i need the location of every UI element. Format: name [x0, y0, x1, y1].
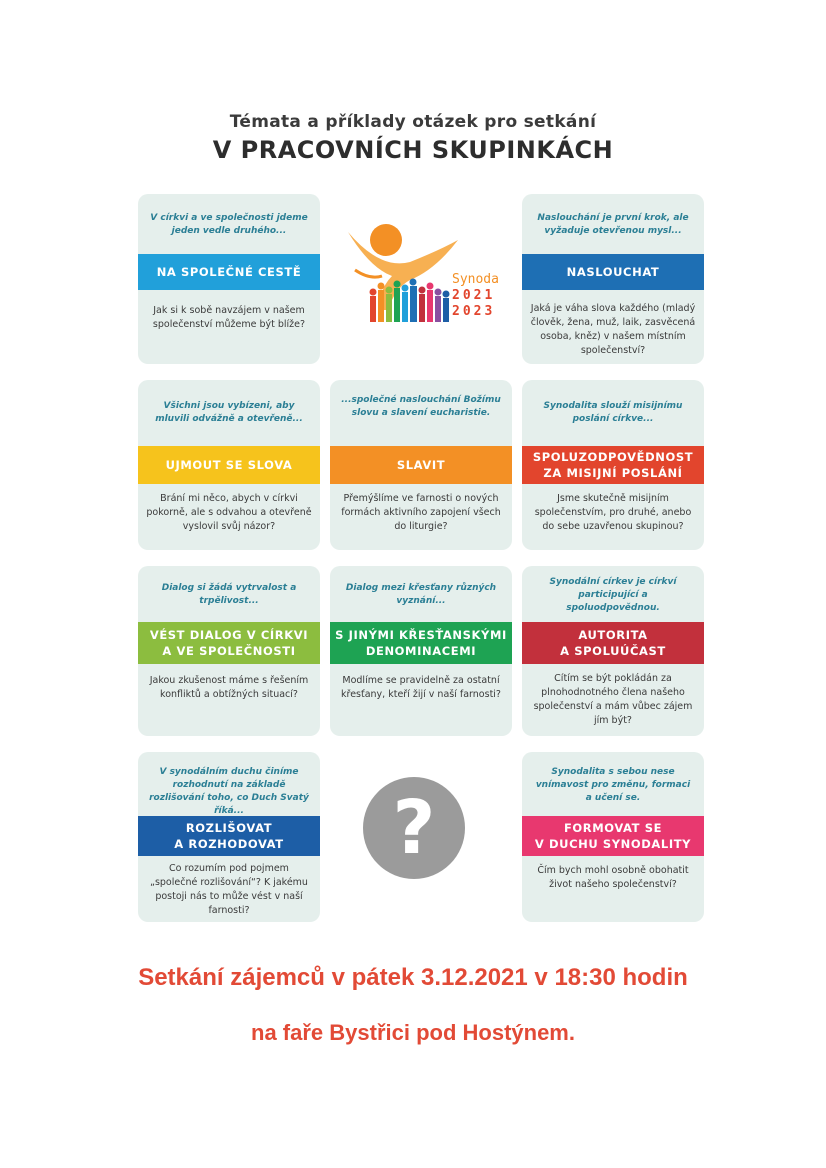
card-label: FORMOVAT SE V DUCHU SYNODALITY [522, 816, 704, 856]
card-ujmout-se-slova [138, 380, 320, 550]
card-slavit [330, 380, 512, 550]
card-intro: Naslouchání je první krok, ale vyžaduje otevřenou mysl... [537, 213, 689, 236]
card-label: SPOLUZODPOVĚDNOST ZA MISIJNÍ POSLÁNÍ [522, 446, 704, 484]
card-question: Brání mi něco, abych v církvi pokorně, ale s odvahou a otevřeně vyslovil svůj názor? [146, 493, 312, 532]
card-intro: Synodalita s sebou nese vnímavost pro změnu, formaci a učení se. [535, 767, 691, 803]
card-label: VÉST DIALOG V CÍRKVI A VE SPOLEČNOSTI [138, 622, 320, 664]
card-autorita [522, 566, 704, 736]
synoda-logo [340, 210, 510, 336]
card-intro: V církvi a ve společnosti jdeme jeden vedle druhého... [150, 213, 308, 236]
card-rozlisovat [138, 752, 320, 922]
card-naslouchat [522, 194, 704, 364]
card-na-spolecne-ceste [138, 194, 320, 364]
logo-year-start: 2021 [452, 288, 496, 303]
logo-word: Synoda [452, 272, 499, 287]
card-question: Cítím se být pokládán za plnohodnotného člena našeho společenství a mám vůbec zájem jím být? [533, 673, 693, 726]
card-question: Modlíme se pravidelně za ostatní křesťany, kteří žijí v naší farnosti? [341, 675, 501, 700]
page-subtitle: Témata a příklady otázek pro setkání [229, 112, 597, 132]
card-label: NA SPOLEČNÉ CESTĚ [138, 254, 320, 290]
card-question: Jaká je váha slova každého (mladý člověk, žena, muž, laik, zasvěcená osoba, kněz) v našem místním společenství? [530, 303, 696, 356]
card-question: Jakou zkušenost máme s řešením konfliktů a obtížných situací? [149, 675, 309, 700]
card-question: Jsme skutečně misijním společenstvím, pro druhé, anebo do sebe uzavřenou skupinou? [534, 493, 692, 532]
card-intro: V synodálním duchu činíme rozhodnutí na základě rozlišování toho, co Duch Svatý říká... [149, 767, 309, 816]
card-question: Přemýšlíme ve farnosti o nových formách aktivního zapojení všech do liturgie? [341, 493, 501, 532]
card-question: Čím bych mohl osobně obohatit život našeho společenství? [537, 865, 689, 890]
card-label: AUTORITA A SPOLUÚČAST [522, 622, 704, 664]
card-intro: Dialog si žádá vytrvalost a trpělivost... [161, 583, 297, 606]
card-label: UJMOUT SE SLOVA [138, 446, 320, 484]
card-intro: Dialog mezi křesťany různých vyznání... [345, 583, 497, 606]
card-label: SLAVIT [330, 446, 512, 484]
card-intro: Všichni jsou vybízeni, aby mluvili odvážně a otevřeně... [155, 401, 303, 424]
meeting-location: na faře Bystřici pod Hostýnem. [251, 1020, 575, 1045]
card-label: ROZLIŠOVAT A ROZHODOVAT [138, 816, 320, 856]
card-intro: Synodální církev je církví participující a spoluodpovědnou. [549, 577, 677, 613]
logo-year-end: 2023 [452, 304, 496, 319]
card-formovat-se [522, 752, 704, 922]
card-question: Jak si k sobě navzájem v našem společenství můžeme být blíže? [152, 305, 306, 330]
card-question: Co rozumím pod pojmem „společné rozlišování“? K jakému postoji nás to může vést v naší farnosti? [150, 863, 308, 916]
page-title: V PRACOVNÍCH SKUPINKÁCH [212, 136, 614, 164]
card-label: S JINÝMI KŘESŤANSKÝMI DENOMINACEMI [330, 622, 512, 664]
meeting-announcement: Setkání zájemců v pátek 3.12.2021 v 18:30 hodin [138, 964, 688, 991]
card-intro: Synodalita slouží misijnímu poslání církve... [543, 401, 683, 424]
card-s-jinymi-krestany [330, 566, 512, 736]
card-intro: ...společné naslouchání Božímu slovu a slavení eucharistie. [341, 395, 501, 418]
card-vest-dialog [138, 566, 320, 736]
card-label: NASLOUCHAT [522, 254, 704, 290]
question-mark-icon: ? [363, 777, 465, 879]
card-spoluzodpovednost [522, 380, 704, 550]
